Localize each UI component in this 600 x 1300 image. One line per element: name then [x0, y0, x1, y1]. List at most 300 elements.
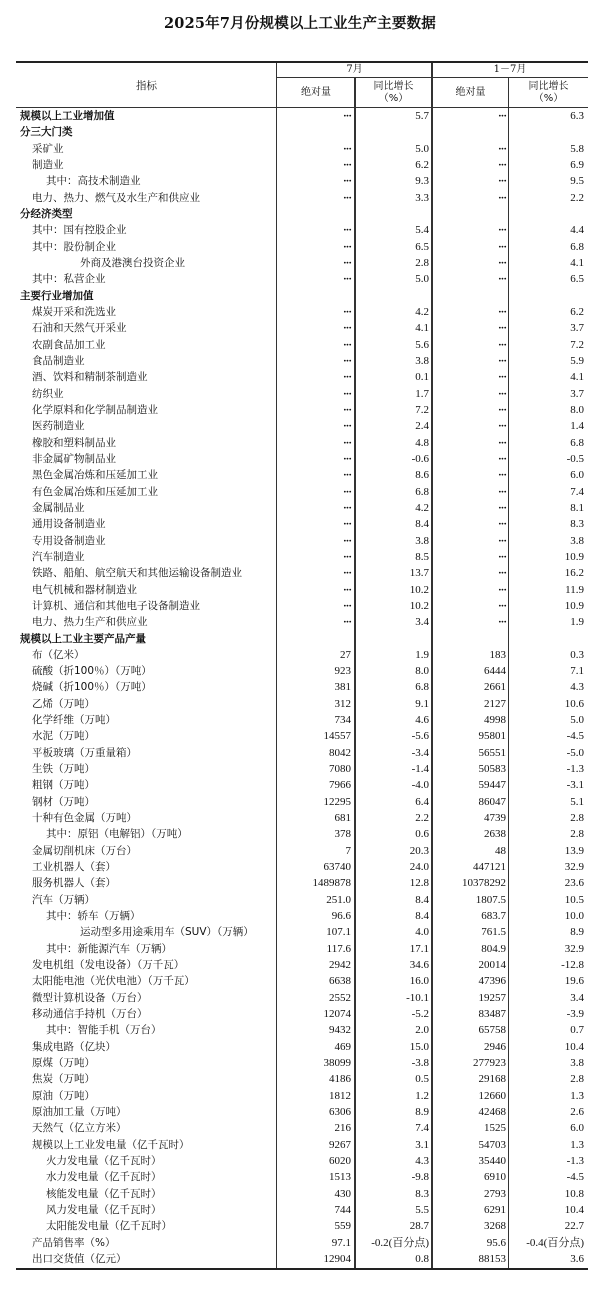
- cell-yoy-growth: 8.5: [415, 550, 429, 563]
- cell-absolute: 97.1: [331, 1236, 351, 1249]
- table-row: [16, 255, 588, 271]
- cell-yoy-growth: 10.2: [409, 599, 429, 612]
- cell-absolute: ···: [342, 550, 351, 563]
- cell-yoy-growth: 3.8: [415, 354, 429, 367]
- cell-absolute: 88153: [478, 1252, 506, 1265]
- cell-yoy-growth: -3.9: [566, 1008, 584, 1021]
- cell-absolute: 38099: [323, 1057, 351, 1070]
- cell-yoy-growth: 2.2: [570, 191, 584, 204]
- cell-absolute: 48: [495, 844, 506, 857]
- row-label: 化学纤维（万吨）: [32, 714, 116, 727]
- cell-yoy-growth: 6.8: [415, 681, 429, 694]
- cell-absolute: [432, 631, 506, 647]
- cell-absolute: 744: [334, 1203, 351, 1216]
- cell-absolute: 35440: [478, 1155, 506, 1167]
- cell-yoy-growth: -1.3: [566, 763, 584, 776]
- cell-yoy-growth: -3.1: [566, 779, 584, 792]
- cell-yoy-growth: 4.3: [415, 1155, 429, 1167]
- cell-absolute: ···: [342, 583, 351, 596]
- cell-absolute: 10378292: [462, 877, 506, 890]
- cell-yoy-growth: 6.0: [570, 1122, 584, 1135]
- table-row: [16, 794, 588, 810]
- cell-yoy-growth: 5.0: [570, 714, 584, 727]
- cell-yoy-growth: 4.8: [415, 436, 429, 449]
- cell-yoy-growth: -10.1: [406, 991, 429, 1004]
- row-label: 原油加工量（万吨）: [32, 1106, 127, 1119]
- cell-yoy-growth: 9.1: [415, 697, 429, 710]
- cell-absolute: 681: [334, 812, 351, 825]
- cell-yoy-growth: -3.4: [411, 746, 429, 759]
- cell-absolute: 20014: [478, 959, 506, 972]
- cell-yoy-growth: 8.6: [415, 469, 429, 482]
- table-row: [16, 1006, 588, 1022]
- table-row: [16, 957, 588, 973]
- cell-yoy-growth: [355, 206, 429, 222]
- table-row: [16, 941, 588, 957]
- row-label: 铁路、船舶、航空航天和其他运输设备制造业: [32, 567, 242, 580]
- cell-absolute: 3268: [484, 1220, 506, 1233]
- table-row: [16, 647, 588, 663]
- row-label: 制造业: [32, 158, 64, 171]
- cell-absolute: 559: [334, 1220, 351, 1233]
- cell-yoy-growth: 8.1: [570, 501, 584, 514]
- cell-yoy-growth: 11.9: [565, 583, 584, 596]
- row-label: 农副食品加工业: [32, 338, 106, 351]
- cell-absolute: ···: [342, 501, 351, 514]
- cell-yoy-growth: 4.4: [570, 224, 584, 237]
- row-label: 外商及港澳台投资企业: [80, 256, 185, 269]
- cell-absolute: 923: [334, 665, 351, 678]
- cell-absolute: [277, 288, 351, 304]
- row-label: 电力、热力生产和供应业: [32, 616, 148, 629]
- cell-absolute: ···: [497, 305, 506, 318]
- header-divider: [277, 77, 588, 78]
- table-row: [16, 222, 588, 238]
- row-label: 规模以上工业增加值: [20, 110, 115, 122]
- row-label: 原煤（万吨）: [32, 1057, 95, 1070]
- cell-absolute: ···: [497, 452, 506, 465]
- cell-yoy-growth: 13.9: [564, 844, 584, 857]
- table-row: [16, 712, 588, 728]
- cell-yoy-growth: 24.0: [409, 861, 429, 874]
- table-bottom-rule: [16, 1268, 588, 1270]
- cell-absolute: 1812: [329, 1089, 351, 1102]
- cell-absolute: ···: [342, 534, 351, 547]
- cell-yoy-growth: 6.5: [570, 273, 584, 286]
- cell-yoy-growth: 7.4: [570, 485, 584, 498]
- table-row: [16, 1202, 588, 1218]
- cell-yoy-growth: 0.6: [415, 828, 429, 841]
- cell-yoy-growth: 5.6: [415, 338, 429, 351]
- cell-yoy-growth: 8.4: [415, 910, 429, 923]
- row-label: 采矿业: [32, 142, 64, 155]
- cell-yoy-growth: -0.5: [566, 452, 584, 465]
- table-row: [16, 614, 588, 630]
- cell-absolute: ···: [497, 110, 506, 122]
- row-label: 工业机器人（套）: [32, 861, 116, 874]
- header-yoy-unit: （%）: [378, 92, 409, 104]
- row-label: 微型计算机设备（万台）: [32, 991, 148, 1004]
- header-july-absolute: [277, 78, 355, 107]
- table-row: [16, 598, 588, 614]
- cell-absolute: 29168: [478, 1073, 506, 1086]
- cell-yoy-growth: 8.4: [415, 893, 429, 906]
- cell-yoy-growth: 1.9: [570, 616, 584, 629]
- cell-absolute: 6291: [484, 1203, 506, 1216]
- header-yoy-label: 同比增长: [373, 80, 414, 92]
- table-row: [16, 1235, 588, 1251]
- table-row: [16, 402, 588, 418]
- table-row: [16, 565, 588, 581]
- table-row: [16, 1218, 588, 1234]
- cell-yoy-growth: 17.1: [409, 942, 429, 955]
- table-row: [16, 777, 588, 793]
- cell-absolute: ···: [342, 567, 351, 580]
- cell-absolute: 83487: [478, 1008, 506, 1021]
- table-row: [16, 239, 588, 255]
- table-row: [16, 1137, 588, 1153]
- table-row: [16, 467, 588, 483]
- cell-yoy-growth: 1.2: [415, 1089, 429, 1102]
- cell-absolute: ···: [342, 452, 351, 465]
- cell-absolute: ···: [497, 420, 506, 433]
- cell-yoy-growth: 4.1: [570, 256, 584, 269]
- table-row: [16, 190, 588, 206]
- cell-absolute: ···: [342, 175, 351, 188]
- cell-absolute: ···: [497, 534, 506, 547]
- cell-absolute: 2942: [329, 959, 351, 972]
- cell-yoy-growth: -5.0: [566, 746, 584, 759]
- cell-yoy-growth: 28.7: [409, 1220, 429, 1233]
- cell-absolute: 183: [489, 648, 506, 661]
- cell-yoy-growth: 15.0: [409, 1040, 429, 1053]
- cell-yoy-growth: 5.8: [570, 142, 584, 155]
- cell-yoy-growth: 23.6: [564, 877, 584, 890]
- row-label: 生铁（万吨）: [32, 763, 95, 776]
- cell-yoy-growth: 10.8: [564, 1187, 584, 1200]
- cell-yoy-growth: 2.0: [415, 1024, 429, 1037]
- cell-absolute: 42468: [478, 1106, 506, 1119]
- cell-absolute: 7966: [329, 779, 351, 792]
- cell-yoy-growth: 20.3: [409, 844, 429, 857]
- cell-absolute: ···: [342, 436, 351, 449]
- cell-yoy-growth: -0.4(百分点): [526, 1236, 584, 1249]
- cell-yoy-growth: 10.2: [409, 583, 429, 596]
- cell-yoy-growth: 0.7: [570, 1024, 584, 1037]
- table-row: [16, 1169, 588, 1185]
- row-label: 运动型多用途乘用车（SUV）（万辆）: [80, 926, 254, 939]
- cell-yoy-growth: -5.2: [411, 1008, 429, 1021]
- cell-yoy-growth: 6.9: [570, 158, 584, 171]
- row-label: 其中：私营企业: [32, 273, 106, 286]
- table-row: [16, 435, 588, 451]
- cell-absolute: 4739: [484, 812, 506, 825]
- row-label: 分经济类型: [20, 207, 73, 220]
- cell-absolute: 469: [334, 1040, 351, 1053]
- table-row: [16, 484, 588, 500]
- cell-yoy-growth: 2.8: [415, 256, 429, 269]
- cell-yoy-growth: 4.3: [570, 681, 584, 694]
- table-row: [16, 875, 588, 891]
- row-label: 酒、饮料和精制茶制造业: [32, 371, 148, 384]
- cell-yoy-growth: 0.1: [415, 371, 429, 384]
- table-row: [16, 973, 588, 989]
- cell-absolute: ···: [342, 191, 351, 204]
- table-row: [16, 418, 588, 434]
- row-label: 电气机械和器材制造业: [32, 583, 137, 596]
- cell-absolute: 27: [340, 648, 351, 661]
- cell-yoy-growth: 9.5: [570, 175, 584, 188]
- cell-absolute: ···: [342, 518, 351, 531]
- row-label: 其中：高技术制造业: [46, 175, 141, 188]
- row-label: 规模以上工业发电量（亿千瓦时）: [32, 1138, 190, 1151]
- cell-yoy-growth: 7.4: [415, 1122, 429, 1135]
- cell-yoy-growth: 3.7: [570, 322, 584, 335]
- row-label: 其中：新能源汽车（万辆）: [46, 942, 172, 955]
- cell-absolute: ···: [342, 420, 351, 433]
- row-label: 烧碱（折100％）（万吨）: [32, 681, 152, 694]
- cell-yoy-growth: 3.8: [570, 1057, 584, 1070]
- cell-yoy-growth: [509, 288, 584, 304]
- cell-absolute: ···: [342, 371, 351, 384]
- cell-yoy-growth: -3.8: [411, 1057, 429, 1070]
- cell-absolute: 734: [334, 714, 351, 727]
- cell-yoy-growth: 2.8: [570, 828, 584, 841]
- cell-absolute: ···: [342, 599, 351, 612]
- table-row: [16, 549, 588, 565]
- cell-absolute: ···: [342, 485, 351, 498]
- row-label: 电力、热力、燃气及水生产和供应业: [32, 191, 200, 204]
- cell-absolute: [432, 288, 506, 304]
- cell-absolute: 56551: [478, 746, 506, 759]
- cell-absolute: ···: [497, 175, 506, 188]
- cell-yoy-growth: 8.0: [570, 403, 584, 416]
- cell-yoy-growth: 7.2: [570, 338, 584, 351]
- cell-absolute: ···: [497, 567, 506, 580]
- cell-absolute: ···: [497, 403, 506, 416]
- row-label: 原油（万吨）: [32, 1089, 95, 1102]
- cell-yoy-growth: 3.8: [570, 534, 584, 547]
- table-row: [16, 304, 588, 320]
- table-row: [16, 320, 588, 336]
- cell-yoy-growth: 10.9: [564, 550, 584, 563]
- row-label: 水泥（万吨）: [32, 730, 95, 743]
- cell-yoy-growth: 3.8: [415, 534, 429, 547]
- cell-yoy-growth: -4.5: [566, 730, 584, 743]
- table-row: [16, 516, 588, 532]
- cell-yoy-growth: [355, 631, 429, 647]
- table-row: [16, 1251, 588, 1267]
- header-yoy-unit: （%）: [533, 92, 564, 104]
- table-row: [16, 124, 588, 140]
- cell-absolute: 6638: [329, 975, 351, 988]
- cell-yoy-growth: 8.3: [415, 1187, 429, 1200]
- cell-absolute: ···: [497, 469, 506, 482]
- cell-absolute: 9432: [329, 1024, 351, 1037]
- cell-yoy-growth: 1.7: [415, 387, 429, 400]
- header-ytd-absolute: [432, 78, 509, 107]
- cell-absolute: ···: [342, 338, 351, 351]
- cell-absolute: ···: [497, 583, 506, 596]
- cell-yoy-growth: 16.0: [409, 975, 429, 988]
- row-label: 医药制造业: [32, 420, 85, 433]
- cell-yoy-growth: [355, 288, 429, 304]
- table-row: [16, 1055, 588, 1071]
- row-label: 太阳能发电量（亿千瓦时）: [46, 1220, 172, 1233]
- cell-absolute: ···: [497, 436, 506, 449]
- row-label: 风力发电量（亿千瓦时）: [46, 1203, 162, 1216]
- row-label: 核能发电量（亿千瓦时）: [46, 1187, 162, 1200]
- row-label: 煤炭开采和洗选业: [32, 305, 116, 318]
- row-label: 服务机器人（套）: [32, 877, 116, 890]
- row-label: 食品制造业: [32, 354, 85, 367]
- cell-absolute: 95801: [478, 730, 506, 743]
- cell-absolute: 86047: [478, 795, 506, 808]
- cell-absolute: 50583: [478, 763, 506, 776]
- table-row: [16, 157, 588, 173]
- cell-yoy-growth: [509, 206, 584, 222]
- header-group-july: 7月: [346, 64, 363, 75]
- cell-absolute: ···: [342, 273, 351, 286]
- row-label: 其中：轿车（万辆）: [46, 910, 141, 923]
- row-label: 粗钢（万吨）: [32, 779, 95, 792]
- cell-yoy-growth: 6.8: [570, 436, 584, 449]
- table-body: [16, 108, 588, 1267]
- row-label: 计算机、通信和其他电子设备制造业: [32, 599, 200, 612]
- cell-absolute: ···: [497, 338, 506, 351]
- cell-absolute: 683.7: [481, 910, 506, 923]
- cell-absolute: 2638: [484, 828, 506, 841]
- row-label: 规模以上工业主要产品产量: [20, 632, 146, 645]
- cell-absolute: ···: [342, 158, 351, 171]
- table-row: [16, 908, 588, 924]
- cell-absolute: 117.6: [326, 942, 351, 955]
- row-label: 石油和天然气开采业: [32, 322, 127, 335]
- cell-yoy-growth: -0.2(百分点): [371, 1236, 429, 1249]
- table-row: [16, 892, 588, 908]
- cell-absolute: 54703: [478, 1138, 506, 1151]
- cell-yoy-growth: 4.0: [415, 926, 429, 939]
- cell-absolute: 1807.5: [475, 893, 506, 906]
- cell-absolute: ···: [342, 387, 351, 400]
- cell-absolute: ···: [497, 599, 506, 612]
- cell-absolute: 447121: [473, 861, 506, 874]
- table-row: [16, 271, 588, 287]
- cell-yoy-growth: 10.4: [564, 1203, 584, 1216]
- cell-absolute: 96.6: [331, 910, 351, 923]
- cell-yoy-growth: 5.7: [415, 110, 429, 122]
- table-row: [16, 859, 588, 875]
- cell-absolute: 6910: [484, 1171, 506, 1184]
- table-row: [16, 108, 588, 124]
- header-group-ytd: 1－7月: [493, 64, 527, 75]
- row-label: 金属制品业: [32, 501, 85, 514]
- cell-absolute: ···: [342, 305, 351, 318]
- cell-yoy-growth: [509, 631, 584, 647]
- cell-absolute: 6020: [329, 1155, 351, 1167]
- cell-yoy-growth: 2.2: [415, 812, 429, 825]
- cell-yoy-growth: 10.0: [564, 910, 584, 923]
- cell-yoy-growth: -4.5: [566, 1171, 584, 1184]
- cell-absolute: 1513: [329, 1171, 351, 1184]
- cell-absolute: 381: [334, 681, 351, 694]
- table-row: [16, 990, 588, 1006]
- cell-yoy-growth: 0.8: [415, 1252, 429, 1265]
- cell-absolute: 107.1: [326, 926, 351, 939]
- cell-yoy-growth: 9.3: [415, 175, 429, 188]
- row-label: 分三大门类: [20, 126, 73, 139]
- cell-yoy-growth: 3.1: [415, 1138, 429, 1151]
- row-label: 火力发电量（亿千瓦时）: [46, 1155, 162, 1167]
- table-row: [16, 451, 588, 467]
- cell-yoy-growth: 4.1: [570, 371, 584, 384]
- cell-absolute: ···: [497, 354, 506, 367]
- cell-absolute: ···: [497, 616, 506, 629]
- cell-absolute: 312: [334, 697, 351, 710]
- table-row: [16, 500, 588, 516]
- cell-absolute: 14557: [323, 730, 351, 743]
- cell-absolute: [277, 631, 351, 647]
- cell-yoy-growth: 8.0: [415, 665, 429, 678]
- row-label: 十种有色金属（万吨）: [32, 812, 137, 825]
- table-row: [16, 533, 588, 549]
- cell-absolute: ···: [342, 224, 351, 237]
- cell-absolute: 7080: [329, 763, 351, 776]
- table-row: [16, 745, 588, 761]
- cell-yoy-growth: -9.8: [411, 1171, 429, 1184]
- cell-yoy-growth: 22.7: [564, 1220, 584, 1233]
- cell-yoy-growth: 10.9: [564, 599, 584, 612]
- cell-yoy-growth: 6.8: [415, 485, 429, 498]
- row-label: 出口交货值（亿元）: [32, 1252, 127, 1265]
- row-label: 橡胶和塑料制品业: [32, 436, 116, 449]
- cell-yoy-growth: 5.0: [415, 142, 429, 155]
- row-label: 布（亿米）: [32, 648, 85, 661]
- row-label: 硫酸（折100％）（万吨）: [32, 665, 152, 678]
- cell-yoy-growth: 3.3: [415, 191, 429, 204]
- cell-absolute: ···: [497, 518, 506, 531]
- cell-yoy-growth: 8.9: [570, 926, 584, 939]
- cell-absolute: ···: [342, 240, 351, 253]
- cell-absolute: 2127: [484, 697, 506, 710]
- cell-yoy-growth: 7.1: [570, 665, 584, 678]
- cell-yoy-growth: 5.5: [415, 1203, 429, 1216]
- cell-absolute: 12904: [323, 1252, 351, 1265]
- table-row: [16, 288, 588, 304]
- row-label: 平板玻璃（万重量箱）: [32, 746, 137, 759]
- table-row: [16, 173, 588, 189]
- cell-yoy-growth: 8.3: [570, 518, 584, 531]
- table-row: [16, 206, 588, 222]
- cell-yoy-growth: 3.4: [415, 616, 429, 629]
- table-row: [16, 582, 588, 598]
- row-label: 集成电路（亿块）: [32, 1040, 116, 1053]
- header-july-yoy: [355, 78, 432, 107]
- row-label: 金属切削机床（万台）: [32, 844, 137, 857]
- row-label: 钢材（万吨）: [32, 795, 95, 808]
- cell-absolute: ···: [497, 322, 506, 335]
- cell-absolute: 1489878: [312, 877, 351, 890]
- table-row: [16, 631, 588, 647]
- cell-yoy-growth: 7.2: [415, 403, 429, 416]
- row-label: 焦炭（万吨）: [32, 1073, 95, 1086]
- table-row: [16, 353, 588, 369]
- cell-absolute: 804.9: [481, 942, 506, 955]
- header-indicator: 指标: [136, 79, 157, 92]
- cell-yoy-growth: 6.4: [415, 795, 429, 808]
- cell-absolute: ···: [497, 191, 506, 204]
- cell-absolute: 63740: [323, 861, 351, 874]
